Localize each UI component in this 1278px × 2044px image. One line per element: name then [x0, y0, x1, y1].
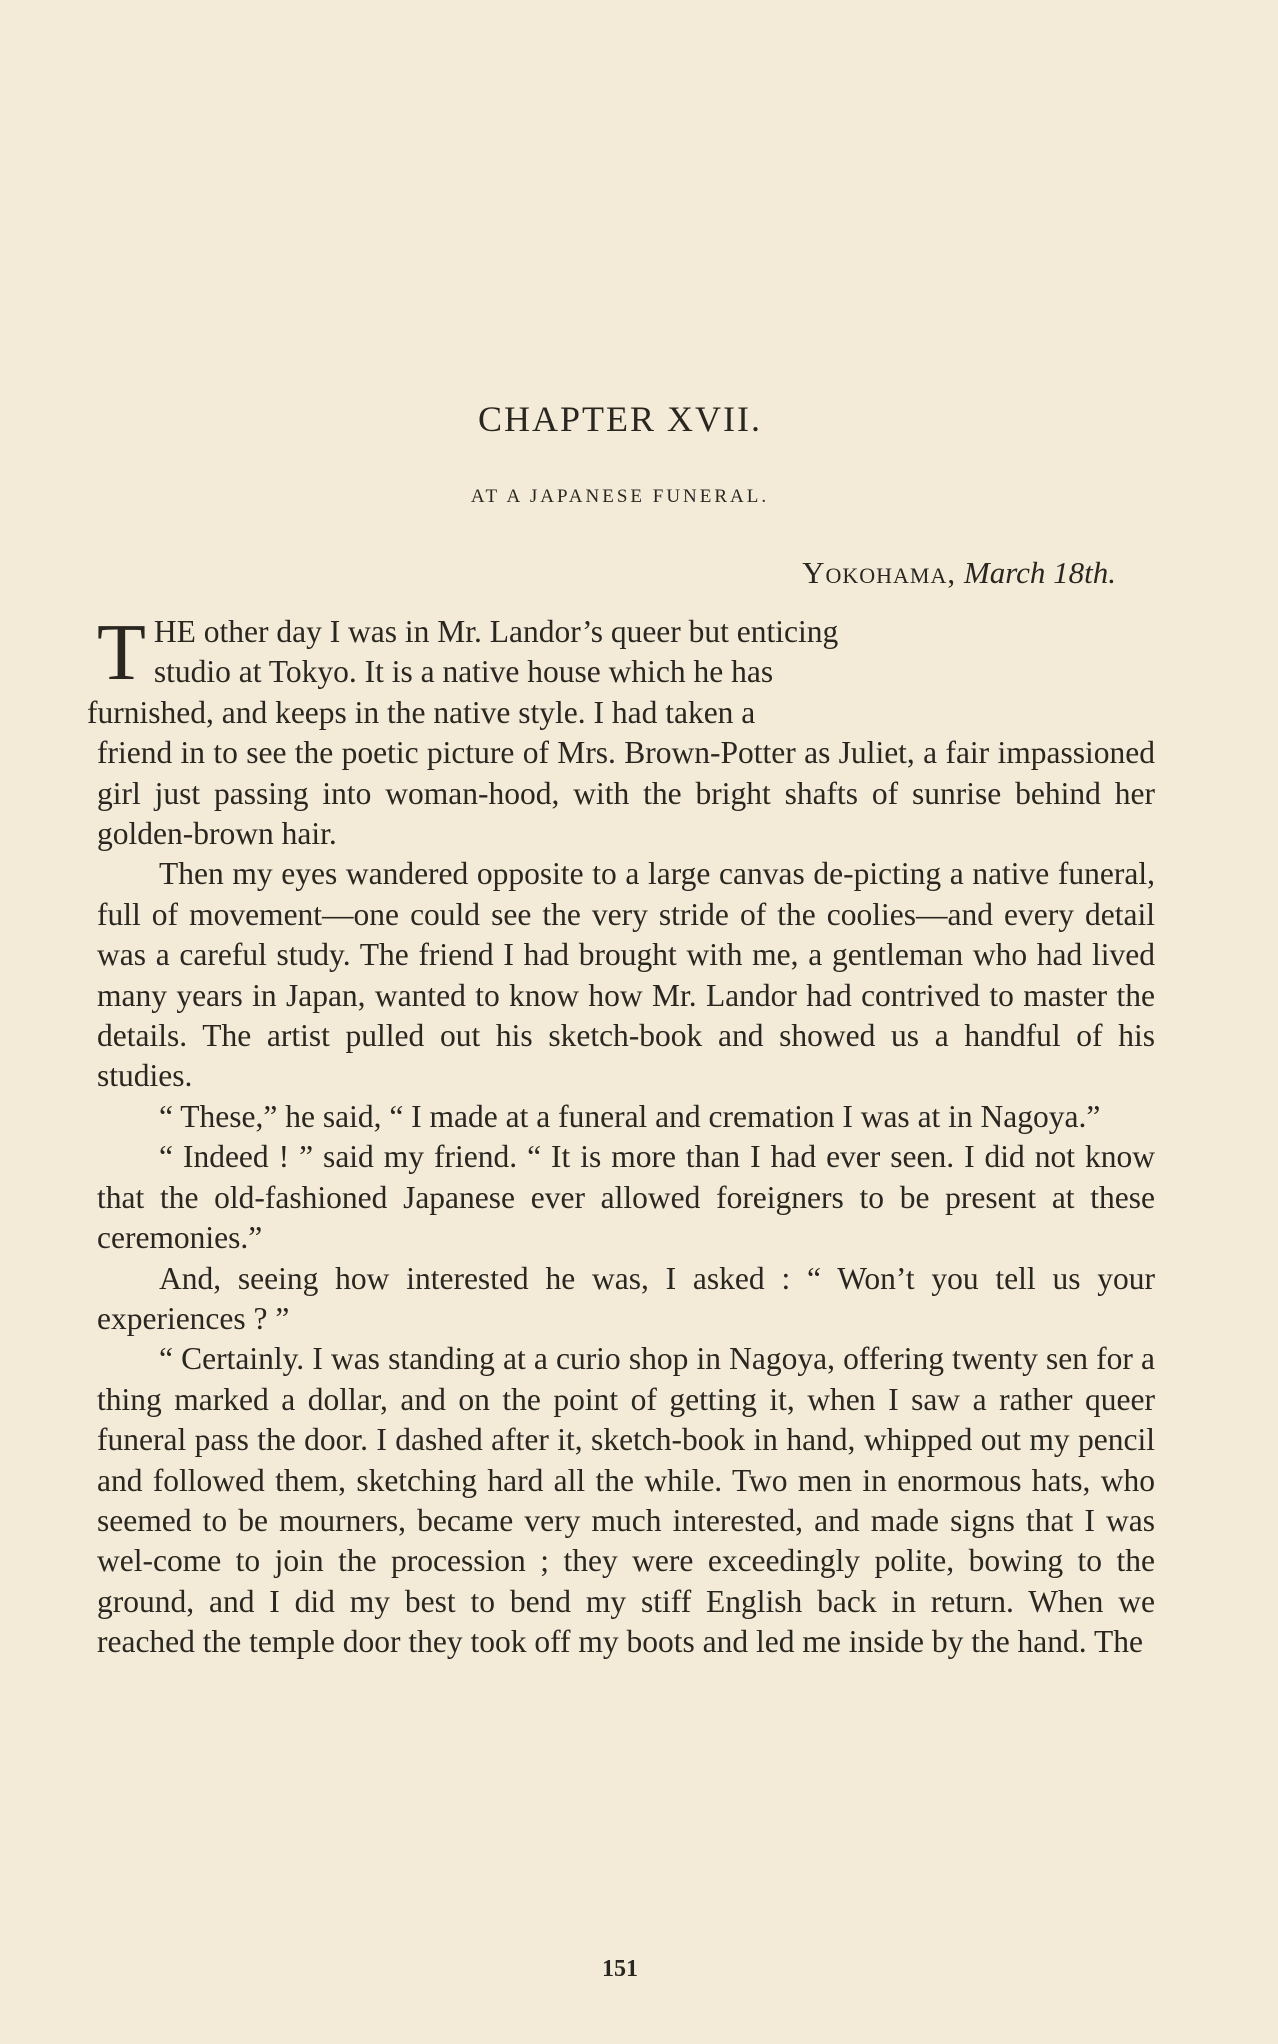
paragraph-1-line-3: furnished, and keeps in the native style. I had taken a: [87, 694, 756, 730]
paragraph-6: “ Certainly. I was standing at a curio shop in Nagoya, offering twenty sen for a thing marked a dollar, and on the point of getting it, when I saw a rather queer funeral pass the door. I dashed after it, sketch-book in hand, whipped out my pencil and followed them, sketching hard all the while. Two men in enormous hats, who seemed to be mourners, became very much interested, and made signs that I was wel-come to join the procession ; they were exceedingly polite, bowing to the ground, and I did my best to bend my stiff English back in return. When we reached the temple door they took off my boots and led me inside by the hand. The: [97, 1341, 1155, 1660]
paragraph-1-line-1: HE other day I was in Mr. Landor’s queer but enticing: [153, 614, 839, 649]
dateline: [802, 555, 1116, 591]
paragraph-5: And, seeing how interested he was, I asked : “ Won’t you tell us your experiences ? ”: [97, 1260, 1155, 1336]
page-number: 151: [602, 1956, 638, 1982]
paragraph-1: [87, 609, 1155, 854]
paragraph-1-line-2: studio at Tokyo. It is a native house which he has: [153, 654, 774, 690]
dateline-place: Yokohama,: [802, 555, 957, 590]
paragraph-1-rest: friend in to see the poetic picture of Mrs. Brown-Potter as Juliet, a fair impassioned girl just passing into woman-hood, with the bright shafts of sunrise behind her golden-brown hair.: [97, 735, 1155, 852]
chapter-title: CHAPTER XVII.: [478, 399, 762, 439]
chapter-subtitle: AT A JAPANESE FUNERAL.: [470, 486, 770, 507]
body-text: [87, 609, 1155, 1663]
paragraph-2: Then my eyes wandered opposite to a large canvas de-picting a native funeral, full of movement—one could see the very stride of the coolies—and every detail was a careful study. The friend I had brought with me, a gentleman who had lived many years in Japan, wanted to know how Mr. Landor had contrived to master the details. The artist pulled out his sketch-book and showed us a handful of his studies.: [97, 856, 1155, 1094]
paragraph-4: “ Indeed ! ” said my friend. “ It is more than I had ever seen. I did not know that the old-fashioned Japanese ever allowed foreigners to be present at these ceremonies.”: [97, 1139, 1155, 1256]
paragraph-3: “ These,” he said, “ I made at a funeral and cremation I was at in Nagoya.”: [159, 1098, 1101, 1134]
dateline-date: March 18th.: [963, 555, 1116, 590]
drop-cap: T: [97, 609, 146, 697]
